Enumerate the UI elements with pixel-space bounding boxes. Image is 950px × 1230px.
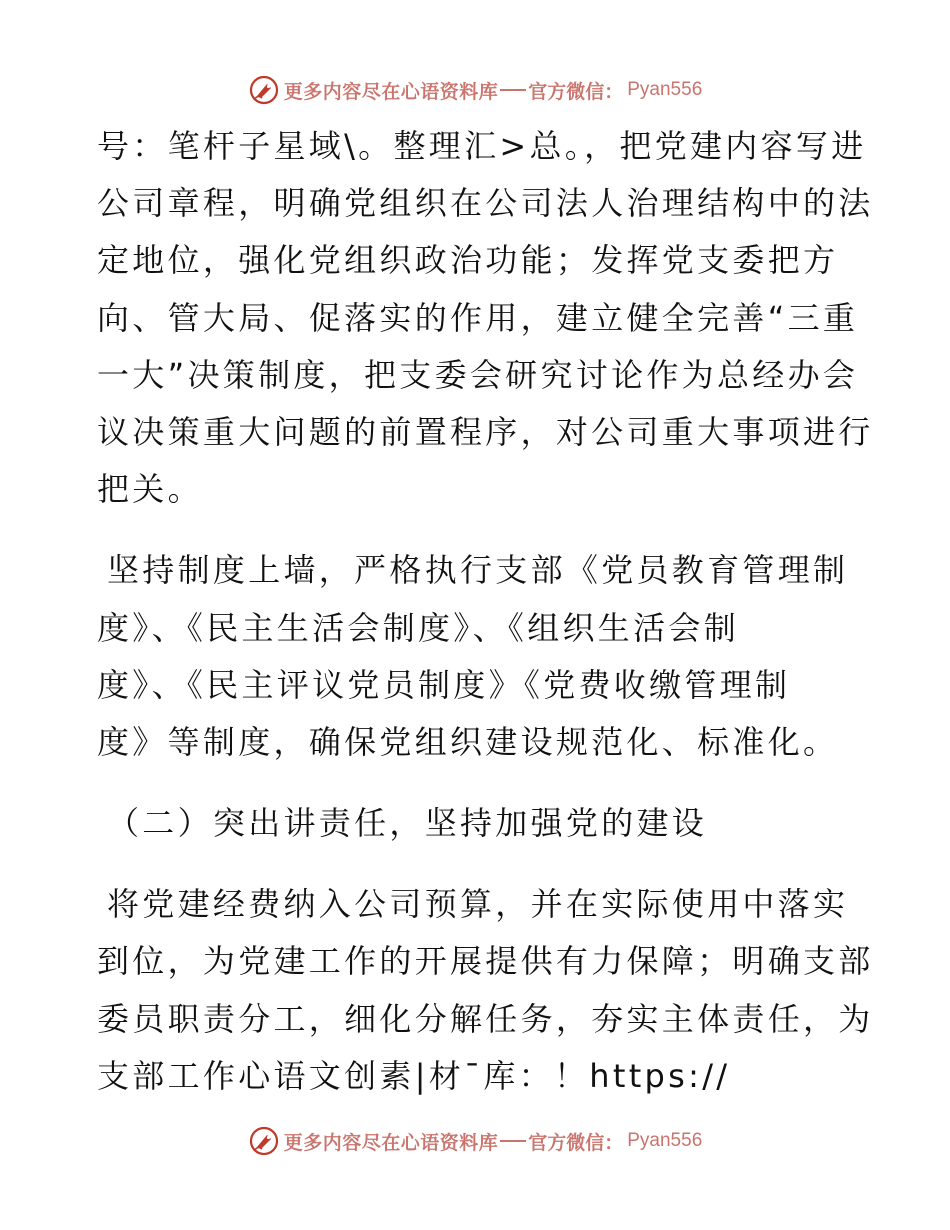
footer-banner <box>0 1121 950 1161</box>
document-body <box>97 118 877 1105</box>
text-line: 度》、《民主生活会制度》、《组织生活会制 <box>97 608 740 647</box>
banner-slogan: 更多内容尽在心语资料库 <box>283 80 499 103</box>
banner-account: Pyan556 <box>627 1130 703 1151</box>
header-banner <box>0 70 950 110</box>
banner-dash <box>500 1140 526 1142</box>
banner-label: 官方微信： <box>528 80 624 103</box>
section-heading <box>97 795 877 852</box>
paragraph-1 <box>97 118 877 518</box>
text-line: 号：笔杆子星域\。整理汇>总。，把党建内容写进 <box>97 127 867 165</box>
text-line: 一大”决策制度，把支委会研究讨论作为总经办会 <box>97 355 859 394</box>
text-line: 支部工作心语文创素|材¯库：！https:// <box>97 1056 731 1095</box>
text-line: 定地位，强化党组织政治功能；发挥党支委把方 <box>97 241 839 280</box>
heading-line: （二）突出讲责任，坚持加强党的建设 <box>107 804 708 843</box>
text-line: 议决策重大问题的前置程序，对公司重大事项进行 <box>97 412 874 451</box>
text-line: 向、管大局、促落实的作用，建立健全完善“三重 <box>97 298 859 337</box>
text-line: 将党建经费纳入公司预算，并在实际使用中落实 <box>107 885 849 924</box>
paragraph-2 <box>97 542 877 771</box>
pen-nib-logo-icon <box>248 74 280 106</box>
banner-dash <box>500 89 526 91</box>
text-line: 度》、《民主评议党员制度》《党费收缴管理制 <box>97 665 791 704</box>
text-line: 到位，为党建工作的开展提供有力保障；明确支部 <box>97 942 874 981</box>
banner-label: 官方微信： <box>528 1131 624 1154</box>
banner-account: Pyan556 <box>627 79 703 100</box>
text-line: 公司章程，明确党组织在公司法人治理结构中的法 <box>97 184 874 223</box>
paragraph-3 <box>97 876 877 1105</box>
text-line: 委员职责分工，细化分解任务，夯实主体责任，为 <box>97 999 874 1038</box>
pen-nib-logo-icon <box>248 1125 280 1157</box>
text-line: 把关。 <box>97 470 203 509</box>
text-line: 度》等制度，确保党组织建设规范化、标准化。 <box>97 722 839 761</box>
text-line: 坚持制度上墙，严格执行支部《党员教育管理制 <box>107 551 849 590</box>
banner-slogan: 更多内容尽在心语资料库 <box>283 1131 499 1154</box>
